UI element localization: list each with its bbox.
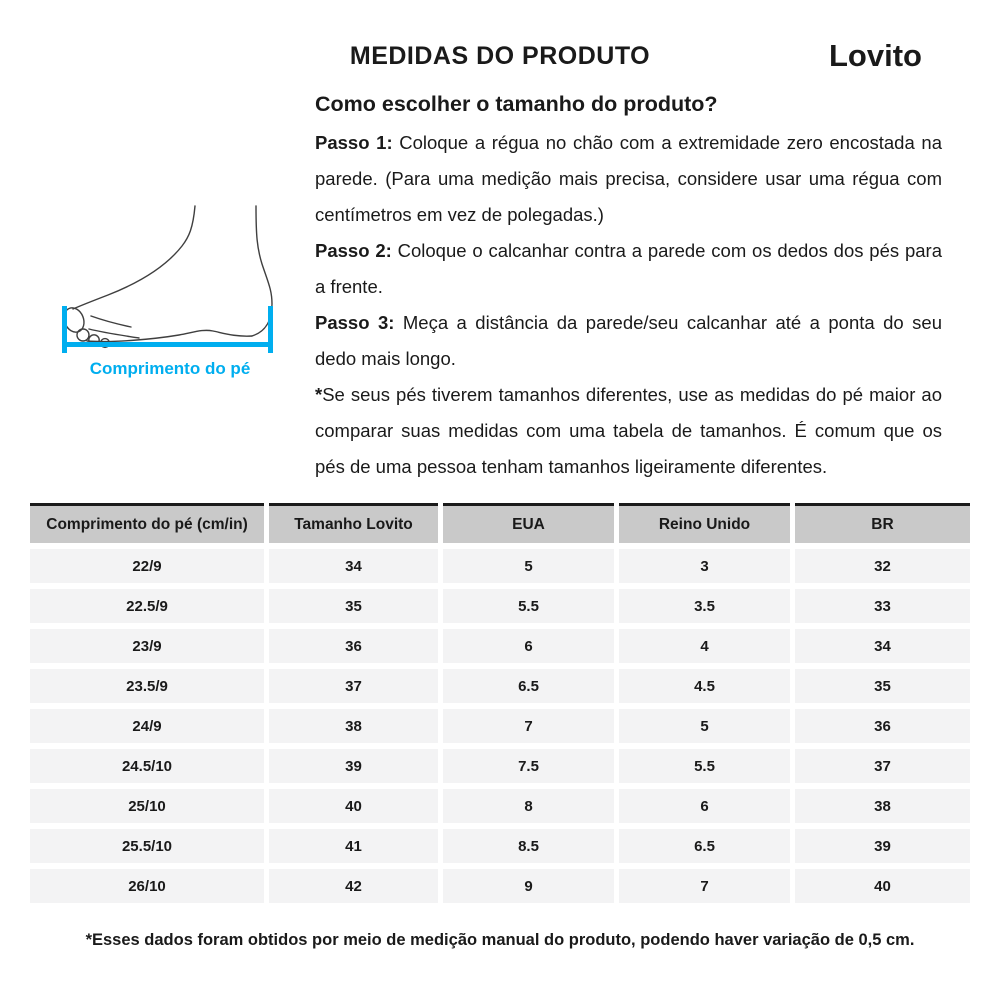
- table-cell: 7: [619, 869, 790, 903]
- table-cell: 22.5/9: [30, 589, 264, 623]
- foot-outline-illustration: [55, 190, 285, 358]
- note-asterisk: *: [315, 384, 323, 405]
- feet-size-note: [315, 377, 942, 485]
- column-header-uk: Reino Unido: [619, 503, 790, 543]
- table-cell: 33: [795, 589, 970, 623]
- table-cell: 3: [619, 549, 790, 583]
- step-3: [315, 305, 942, 377]
- step-1: [315, 125, 942, 233]
- page-title: MEDIDAS DO PRODUTO: [349, 42, 651, 70]
- table-cell: 8.5: [443, 829, 614, 863]
- table-cell: 38: [795, 789, 970, 823]
- table-cell: 40: [269, 789, 438, 823]
- table-cell: 24/9: [30, 709, 264, 743]
- foot-diagram: [55, 190, 285, 379]
- table-cell: 37: [269, 669, 438, 703]
- table-cell: 24.5/10: [30, 749, 264, 783]
- table-cell: 4: [619, 629, 790, 663]
- table-cell: 6.5: [443, 669, 614, 703]
- column-header-lovito-size: Tamanho Lovito: [269, 503, 438, 543]
- table-cell: 40: [795, 869, 970, 903]
- table-cell: 37: [795, 749, 970, 783]
- note-text: Se seus pés tiverem tamanhos diferentes, use as medidas do pé maior ao comparar suas medidas com uma tabela de tamanhos. É comum que os pés de uma pessoa tenham tamanhos ligeiramente diferentes.: [315, 384, 942, 477]
- footnote: *Esses dados foram obtidos por meio de medição manual do produto, podendo haver variação de 0,5 cm.: [85, 931, 915, 949]
- column-header-br: BR: [795, 503, 970, 543]
- table-cell: 22/9: [30, 549, 264, 583]
- table-cell: 35: [795, 669, 970, 703]
- step-2-label: Passo 2:: [315, 240, 392, 261]
- foot-outline: [61, 206, 272, 347]
- step-2-text: Coloque o calcanhar contra a parede com os dedos dos pés para a frente.: [315, 240, 942, 297]
- table-cell: 39: [269, 749, 438, 783]
- table-cell: 3.5: [619, 589, 790, 623]
- table-cell: 7.5: [443, 749, 614, 783]
- step-1-label: Passo 1:: [315, 132, 393, 153]
- section-heading: Como escolher o tamanho do produto?: [315, 92, 718, 116]
- step-2: [315, 233, 942, 305]
- foot-length-label: Comprimento do pé: [89, 359, 251, 378]
- step-1-text: Coloque a régua no chão com a extremidade zero encostada na parede. (Para uma medição mais precisa, considere usar uma régua com centímetros em vez de polegadas.): [315, 132, 942, 225]
- table-cell: 8: [443, 789, 614, 823]
- table-cell: 38: [269, 709, 438, 743]
- table-cell: 5: [619, 709, 790, 743]
- table-cell: 35: [269, 589, 438, 623]
- table-cell: 34: [795, 629, 970, 663]
- brand-logo: Lovito: [829, 38, 922, 73]
- table-cell: 23/9: [30, 629, 264, 663]
- table-cell: 9: [443, 869, 614, 903]
- table-cell: 25.5/10: [30, 829, 264, 863]
- column-header-foot-length: Comprimento do pé (cm/in): [30, 503, 264, 543]
- table-cell: 36: [269, 629, 438, 663]
- step-3-label: Passo 3:: [315, 312, 395, 333]
- table-cell: 32: [795, 549, 970, 583]
- table-cell: 5: [443, 549, 614, 583]
- table-cell: 5.5: [443, 589, 614, 623]
- table-cell: 23.5/9: [30, 669, 264, 703]
- table-cell: 42: [269, 869, 438, 903]
- table-cell: 25/10: [30, 789, 264, 823]
- size-table: [30, 503, 970, 903]
- table-cell: 6: [619, 789, 790, 823]
- table-cell: 34: [269, 549, 438, 583]
- table-cell: 26/10: [30, 869, 264, 903]
- column-header-us: EUA: [443, 503, 614, 543]
- table-cell: 7: [443, 709, 614, 743]
- table-cell: 39: [795, 829, 970, 863]
- table-cell: 4.5: [619, 669, 790, 703]
- table-cell: 5.5: [619, 749, 790, 783]
- step-3-text: Meça a distância da parede/seu calcanhar até a ponta do seu dedo mais longo.: [315, 312, 942, 369]
- table-cell: 41: [269, 829, 438, 863]
- instructions-section: [315, 92, 942, 485]
- table-cell: 36: [795, 709, 970, 743]
- table-cell: 6: [443, 629, 614, 663]
- table-cell: 6.5: [619, 829, 790, 863]
